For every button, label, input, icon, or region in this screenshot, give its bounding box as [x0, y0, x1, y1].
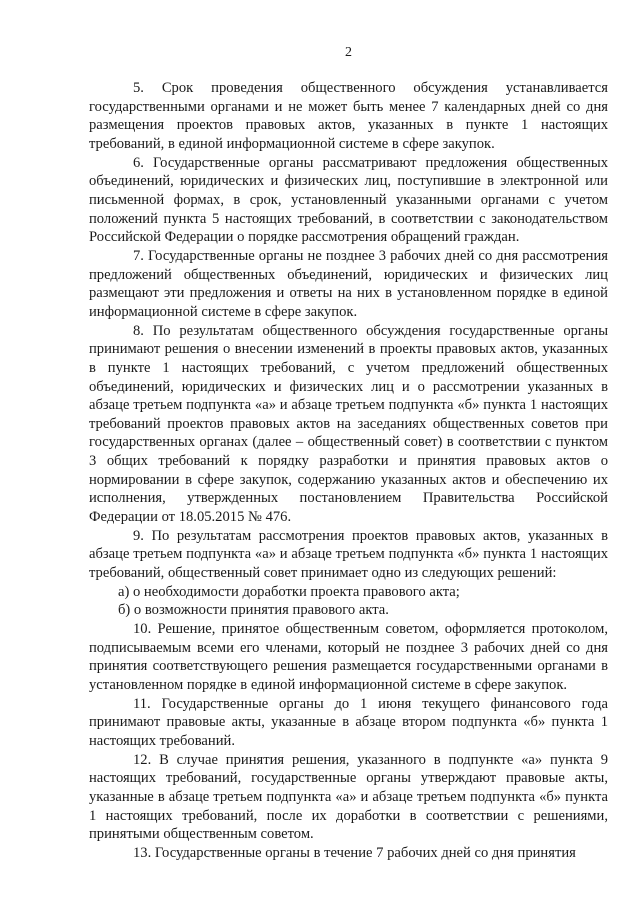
- paragraph-12: 12. В случае принятия решения, указанного в подпункте «а» пункта 9 настоящих требований, государственные органы утверждают правовые акты, указанные в абзаце третьем подпункта «а» и абзаце третьем подпункта «б» пункта 1 настоящих требований, после их доработки в соответствии с решениями, принятыми общественным советом.: [89, 751, 608, 843]
- subitem-b: б) о возможности принятия правового акта.: [118, 602, 389, 619]
- paragraph-7: 7. Государственные органы не позднее 3 рабочих дней со дня рассмотрения предложений общественных объединений, юридических и физических лиц размещают эти предложения и ответы на них в установленном порядке в единой информационной системе в сфере закупок.: [89, 247, 608, 320]
- paragraph-9: 9. По результатам рассмотрения проектов правовых актов, указанных в абзаце третьем подпункта «а» и абзаце третьем подпункта «б» пункта 1 настоящих требований, общественный совет принимает одно из следующих решений:: [89, 527, 608, 582]
- paragraph-13: 13. Государственные органы в течение 7 рабочих дней со дня принятия: [133, 844, 576, 861]
- paragraph-6: 6. Государственные органы рассматривают предложения общественных объединений, юридических и физических лиц, поступившие в электронной или письменной формах, в срок, установленный указанными органами с учетом положений пункта 5 настоящих требований, в соответствии с законодательством Российской Федерации о порядке рассмотрения обращений граждан.: [89, 154, 608, 246]
- paragraph-11: 11. Государственные органы до 1 июня текущего финансового года принимают правовые акты, указанные в абзаце втором подпункта «б» пункта 1 настоящих требований.: [89, 695, 608, 749]
- page-number: 2: [345, 45, 352, 60]
- paragraph-5: 5. Срок проведения общественного обсуждения устанавливается государственными органами и не может быть менее 7 календарных дней со дня размещения проектов правовых актов, указанных в пункте 1 настоящих требований, в единой информационной системе в сфере закупок.: [89, 80, 608, 152]
- subitem-a: а) о необходимости доработки проекта правового акта;: [118, 583, 460, 600]
- paragraph-10: 10. Решение, принятое общественным советом, оформляется протоколом, подписываемым всеми его членами, который не позднее 3 рабочих дней со дня принятия соответствующего решения размещается государственными органами в установленном порядке в единой информационной системе в сфере закупок.: [89, 621, 608, 693]
- paragraph-8: 8. По результатам общественного обсуждения государственные органы принимают решения о внесении изменений в проекты правовых актов, указанных в пункте 1 настоящих требований, с учетом предложений общественных объединений, юридических и физических лиц и о рассмотрении указанных в абзаце третьем подпункта «а» и абзаце третьем подпункта «б» пункта 1 настоящих требований проектов правовых актов на заседаниях общественных советов при государственных органах (далее – общественный совет) в соответствии с пунктом 3 общих требований к порядку разработки и принятия правовых актов о нормировании в сфере закупок, содержанию указанных актов и обеспечению их исполнения, утвержденных постановлением Правительства Российской Федерации от 18.05.2015 № 476.: [89, 322, 608, 526]
